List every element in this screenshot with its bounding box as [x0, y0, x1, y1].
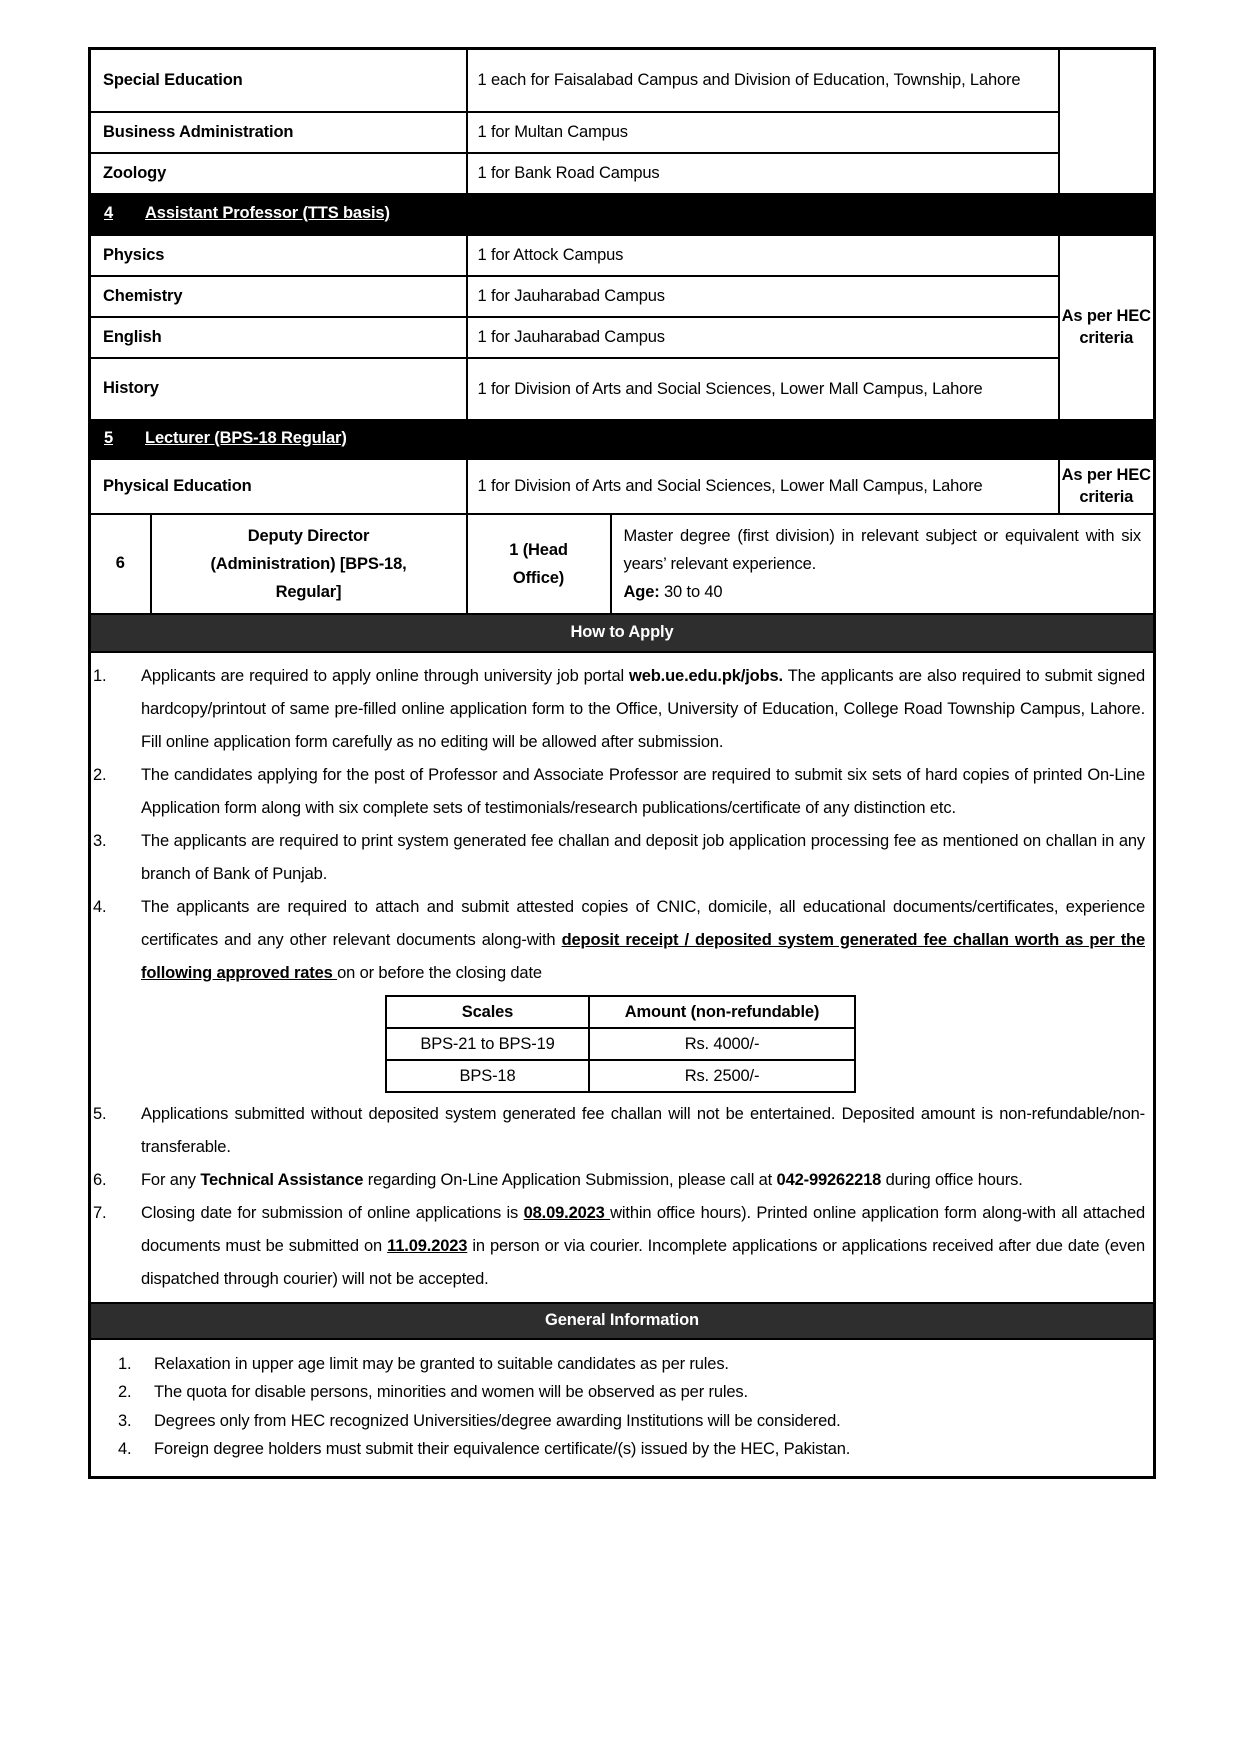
- list-item-number: 6.: [93, 1170, 107, 1189]
- vacancy-detail-cell: 1 for Division of Arts and Social Sciences, Lower Mall Campus, Lahore: [467, 358, 1059, 420]
- text-segment: Age:: [623, 582, 660, 601]
- list-item-text: [141, 1197, 1145, 1296]
- subject-cell: History: [90, 358, 467, 420]
- vacancies-table: [88, 47, 1156, 1479]
- vacancy-detail-cell: 1 for Jauharabad Campus: [467, 317, 1059, 358]
- how-to-apply-heading: How to Apply: [90, 614, 1155, 652]
- list-item: [93, 1098, 1145, 1164]
- general-information-list: [90, 1339, 1155, 1478]
- table-row: [90, 112, 1155, 153]
- text-segment: in person or via courier. Incomplete applications or applications received after due date (even dispatched through courier) will not be accepted.: [141, 1236, 1146, 1288]
- list-item-text: [141, 660, 1145, 759]
- section-number: 5: [104, 428, 114, 447]
- age-requirement: [624, 578, 1142, 606]
- text-segment: The applicants are required to attach and submit attested copies of CNIC, domicile, all educational documents/certificates, experience certificates and any other relevant documents along-with: [141, 897, 1146, 949]
- section-banner-row: [90, 420, 1155, 459]
- text-segment: 08.09.2023: [523, 1203, 611, 1222]
- fee-table-row: [386, 1028, 855, 1060]
- qualification-text: Master degree (first division) in relevant subject or equivalent with six years’ relevant experience.: [623, 526, 1142, 573]
- vacancy-detail-cell: 1 for Jauharabad Campus: [467, 276, 1059, 317]
- list-item-text: [141, 825, 1145, 891]
- list-item-number: 1.: [93, 666, 107, 685]
- section-banner-row: [90, 194, 1155, 235]
- section-4-banner: [90, 194, 1155, 235]
- subject-cell: Business Administration: [90, 112, 467, 153]
- subject-cell: Physical Education: [90, 459, 467, 514]
- text-segment: during office hours.: [881, 1170, 1023, 1189]
- heading-row: [90, 1303, 1155, 1339]
- list-item-text: [141, 1164, 1145, 1197]
- fee-amount-cell: Rs. 2500/-: [589, 1060, 855, 1092]
- list-item-text: Degrees only from HEC recognized Universities/degree awarding Institutions will be considered.: [154, 1411, 841, 1430]
- section-title: Assistant Professor (TTS basis): [145, 203, 390, 222]
- list-item: [93, 759, 1145, 825]
- post-title-cell: Deputy Director (Administration) [BPS-18, Regular]: [151, 514, 467, 614]
- list-item-text: Relaxation in upper age limit may be granted to suitable candidates as per rules.: [154, 1354, 729, 1373]
- subject-cell: Physics: [90, 235, 467, 276]
- list-item-text: [141, 891, 1145, 1098]
- fee-table-row: [386, 1060, 855, 1092]
- section-5-banner: [90, 420, 1155, 459]
- table-row: [90, 514, 1155, 614]
- list-item-number: 5.: [93, 1104, 107, 1123]
- general-information-content-row: [90, 1339, 1155, 1478]
- text-segment: For any: [141, 1170, 201, 1189]
- text-segment: 30 to 40: [659, 582, 723, 601]
- list-item: [118, 1378, 1145, 1407]
- list-item: [93, 660, 1145, 759]
- text-segment: The applicants are also required to submit signed hardcopy/printout of same pre-filled online application form to the Office, University of Education, College Road Township Campus, Lahore. Fill online application form carefully as no editing will be allowed after submission.: [141, 666, 1146, 751]
- criteria-cell: As per HEC criteria: [1059, 459, 1155, 514]
- subject-cell: Special Education: [90, 49, 467, 112]
- list-item-text: The quota for disable persons, minorities and women will be observed as per rules.: [154, 1383, 748, 1401]
- list-item-text: [141, 1098, 1145, 1164]
- table-row: [90, 235, 1155, 276]
- list-item-number: 4.: [118, 1440, 132, 1458]
- vacancy-detail-cell: 1 each for Faisalabad Campus and Division of Education, Township, Lahore: [467, 49, 1059, 112]
- table-row: [90, 317, 1155, 358]
- table-row: [90, 276, 1155, 317]
- post-number-cell: 6: [90, 514, 151, 614]
- list-item-number: 4.: [93, 897, 107, 916]
- list-item: [93, 1197, 1145, 1296]
- subject-cell: English: [90, 317, 467, 358]
- how-to-apply-content-row: [90, 652, 1155, 1303]
- list-item-number: 7.: [93, 1203, 107, 1222]
- vacancy-detail-cell: 1 for Bank Road Campus: [467, 153, 1059, 194]
- table-row: [90, 358, 1155, 420]
- list-item: [93, 825, 1145, 891]
- text-segment: 042-99262218: [776, 1170, 882, 1189]
- list-item: [118, 1435, 1145, 1464]
- section-title: Lecturer (BPS-18 Regular): [145, 428, 347, 447]
- list-item: [118, 1407, 1145, 1436]
- text-segment: 11.09.2023: [387, 1236, 468, 1255]
- text-segment: The applicants are required to print system generated fee challan and deposit job application processing fee as mentioned on challan in any branch of Bank of Punjab.: [141, 831, 1146, 883]
- text-segment: regarding On-Line Application Submission, please call at: [363, 1170, 777, 1189]
- vacancy-detail-cell: 1 for Attock Campus: [467, 235, 1059, 276]
- list-item: [93, 1164, 1145, 1197]
- text-segment: Applicants are required to apply online through university job portal: [141, 666, 630, 685]
- text-segment: on or before the closing date: [337, 963, 542, 982]
- fee-scale-cell: BPS-21 to BPS-19: [386, 1028, 589, 1060]
- list-item: [93, 891, 1145, 1098]
- general-information-heading: General Information: [90, 1303, 1155, 1339]
- criteria-cell: As per HEC criteria: [1059, 235, 1155, 420]
- text-segment: Applications submitted without deposited system generated fee challan will not be entertained. Deposited amount is non-refundable/non-transferable.: [141, 1104, 1146, 1156]
- fee-table-header-row: [386, 996, 855, 1028]
- subject-cell: Zoology: [90, 153, 467, 194]
- list-item-number: 3.: [118, 1411, 132, 1430]
- subject-cell: Chemistry: [90, 276, 467, 317]
- table-row: [90, 153, 1155, 194]
- fee-scale-cell: BPS-18: [386, 1060, 589, 1092]
- fee-column-header: Scales: [386, 996, 589, 1028]
- text-segment: The candidates applying for the post of Professor and Associate Professor are required to submit six sets of hard copies of printed On-Line Application form along with six complete sets of testimonials/research publications/certificate of any distinction etc.: [141, 765, 1146, 817]
- list-item-paragraph: [141, 891, 1145, 990]
- list-item-number: 3.: [93, 831, 107, 850]
- heading-row: [90, 614, 1155, 652]
- list-item-number: 2.: [118, 1383, 132, 1401]
- qualification-cell: [611, 514, 1155, 614]
- section-number: 4: [104, 203, 114, 222]
- how-to-apply-list: [90, 652, 1155, 1303]
- text-segment: Technical Assistance: [200, 1170, 364, 1189]
- text-segment: within office hours). Printed online application form along-with all attached documents must be submitted on: [141, 1203, 1146, 1255]
- list-item-text: Foreign degree holders must submit their equivalence certificate/(s) issued by the HEC, Pakistan.: [154, 1440, 851, 1458]
- fee-column-header: Amount (non-refundable): [589, 996, 855, 1028]
- text-segment: web.ue.edu.pk/jobs.: [629, 666, 783, 685]
- table-row: [90, 49, 1155, 112]
- vacancy-detail-cell: 1 for Division of Arts and Social Sciences, Lower Mall Campus, Lahore: [467, 459, 1059, 514]
- text-segment: deposit receipt / deposited system generated fee challan worth as per the following approved rates: [141, 930, 1146, 982]
- criteria-cell-empty: [1059, 49, 1155, 194]
- table-row: [90, 459, 1155, 514]
- list-item-number: 2.: [93, 765, 107, 784]
- list-item-text: [141, 759, 1145, 825]
- text-segment: Closing date for submission of online applications is: [141, 1203, 524, 1222]
- vacancy-detail-cell: 1 for Multan Campus: [467, 112, 1059, 153]
- vacancy-count-cell: 1 (Head Office): [467, 514, 611, 614]
- fee-table: [385, 995, 856, 1093]
- list-item: [118, 1350, 1145, 1379]
- list-item-number: 1.: [118, 1354, 132, 1373]
- fee-amount-cell: Rs. 4000/-: [589, 1028, 855, 1060]
